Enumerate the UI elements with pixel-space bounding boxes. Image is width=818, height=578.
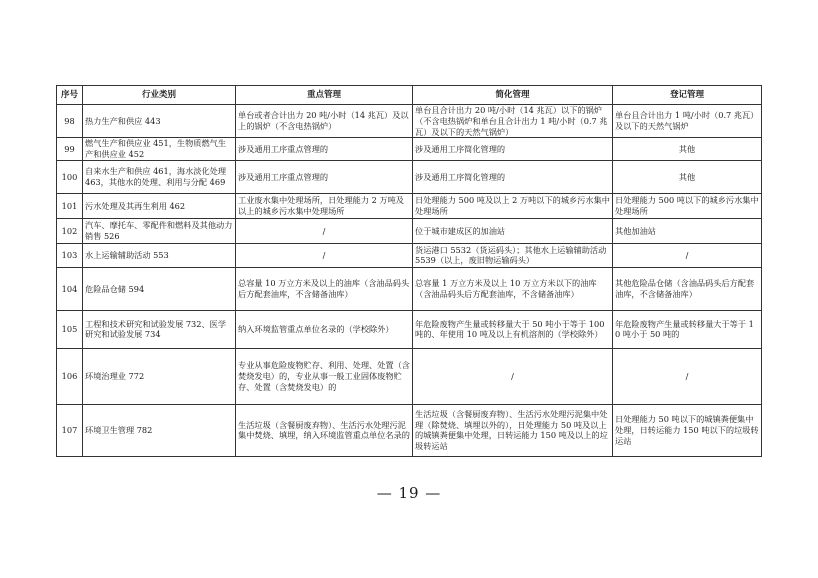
row-category: 热力生产和供应 443 [83, 105, 236, 138]
row-registration: 其他 [613, 138, 762, 161]
header-registration-management: 登记管理 [613, 86, 762, 105]
row-no: 100 [57, 160, 83, 193]
row-no: 104 [57, 267, 83, 310]
table-row [57, 404, 762, 456]
row-simplified: 生活垃圾（含餐厨废弃物）、生活污水处理污泥集中处理（除焚烧、填埋以外的），日处理能力 50 吨及以上的城镇粪便集中处理，日转运能力 150 吨及以上的垃圾转运站 [413, 404, 613, 456]
header-no: 序号 [57, 86, 83, 105]
row-registration: / [613, 348, 762, 404]
table-row [57, 105, 762, 138]
table-row [57, 218, 762, 243]
row-simplified: 年危险废物产生量或转移量大于 50 吨小于等于 100 吨的、年使用 10 吨及以上有机溶剂的（学校除外） [413, 310, 613, 348]
table-row [57, 310, 762, 348]
table-row [57, 138, 762, 161]
row-category: 环境卫生管理 782 [83, 404, 236, 456]
row-key: 总容量 10 万立方米及以上的油库（含油品码头后方配套油库，不含储备油库） [236, 267, 413, 310]
row-simplified: 货运港口 5532（货运码头）；其他水上运输辅助活动 5539（以上，废旧物运输码头） [413, 243, 613, 267]
table-row [57, 348, 762, 404]
row-category: 环境治理业 772 [83, 348, 236, 404]
row-key: / [236, 218, 413, 243]
row-registration: 日处理能力 500 吨以下的城乡污水集中处理场所 [613, 193, 762, 218]
row-key: 专业从事危险废物贮存、利用、处理、处置（含焚烧发电）的，专业从事一般工业固体废物贮存、处置（含焚烧发电）的 [236, 348, 413, 404]
row-registration: 其他危险品仓储（含油品码头后方配套油库，不含储备油库） [613, 267, 762, 310]
row-category: 水上运输辅助活动 553 [83, 243, 236, 267]
row-category: 汽车、摩托车、零配件和燃料及其他动力销售 526 [83, 218, 236, 243]
row-category: 污水处理及其再生利用 462 [83, 193, 236, 218]
row-simplified: 单台且合计出力 20 吨/小时（14 兆瓦）以下的锅炉（不含电热锅炉和单台且合计出力 1 吨/小时（0.7 兆瓦）及以下的天然气锅炉） [413, 105, 613, 138]
row-registration: 日处理能力 50 吨以下的城镇粪便集中处理，日转运能力 150 吨以下的垃圾转运站 [613, 404, 762, 456]
row-category: 工程和技术研究和试验发展 732、医学研究和试验发展 734 [83, 310, 236, 348]
row-key: 涉及通用工序重点管理的 [236, 138, 413, 161]
header-category: 行业类别 [83, 86, 236, 105]
row-simplified: / [413, 348, 613, 404]
row-registration: 年危险废物产生量或转移量大于等于 10 吨小于 50 吨的 [613, 310, 762, 348]
row-key: / [236, 243, 413, 267]
row-no: 107 [57, 404, 83, 456]
header-key-management: 重点管理 [236, 86, 413, 105]
row-simplified: 日处理能力 500 吨及以上 2 万吨以下的城乡污水集中处理场所 [413, 193, 613, 218]
header-simplified-management: 简化管理 [413, 86, 613, 105]
row-simplified: 涉及通用工序简化管理的 [413, 160, 613, 193]
row-key: 工业废水集中处理场所，日处理能力 2 万吨及以上的城乡污水集中处理场所 [236, 193, 413, 218]
row-registration: 单台且合计出力 1 吨/小时（0.7 兆瓦）及以下的天然气锅炉 [613, 105, 762, 138]
row-key: 涉及通用工序重点管理的 [236, 160, 413, 193]
row-key: 生活垃圾（含餐厨废弃物）、生活污水处理污泥集中焚烧、填埋，纳入环境监管重点单位名录的 [236, 404, 413, 456]
row-key: 纳入环境监管重点单位名录的（学校除外） [236, 310, 413, 348]
row-key: 单台或者合计出力 20 吨/小时（14 兆瓦）及以上的锅炉（不含电热锅炉） [236, 105, 413, 138]
row-registration: / [613, 243, 762, 267]
row-simplified: 总容量 1 万立方米及以上 10 万立方米以下的油库（含油品码头后方配套油库，不含储备油库） [413, 267, 613, 310]
row-registration: 其他 [613, 160, 762, 193]
row-no: 105 [57, 310, 83, 348]
page-number: — 19 — [376, 484, 442, 502]
table-row [57, 243, 762, 267]
row-simplified: 位于城市建成区的加油站 [413, 218, 613, 243]
row-no: 101 [57, 193, 83, 218]
row-category: 燃气生产和供应业 451，生物质燃气生产和供应业 452 [83, 138, 236, 161]
row-registration: 其他加油站 [613, 218, 762, 243]
table-row [57, 193, 762, 218]
table-header-row [57, 86, 762, 105]
row-no: 102 [57, 218, 83, 243]
table-row [57, 160, 762, 193]
row-simplified: 涉及通用工序简化管理的 [413, 138, 613, 161]
row-no: 103 [57, 243, 83, 267]
row-category: 自来水生产和供应 461，海水淡化处理 463，其他水的处理、利用与分配 469 [83, 160, 236, 193]
table-row [57, 267, 762, 310]
row-no: 106 [57, 348, 83, 404]
row-no: 98 [57, 105, 83, 138]
industry-management-table [56, 85, 762, 457]
row-no: 99 [57, 138, 83, 161]
row-category: 危险品仓储 594 [83, 267, 236, 310]
